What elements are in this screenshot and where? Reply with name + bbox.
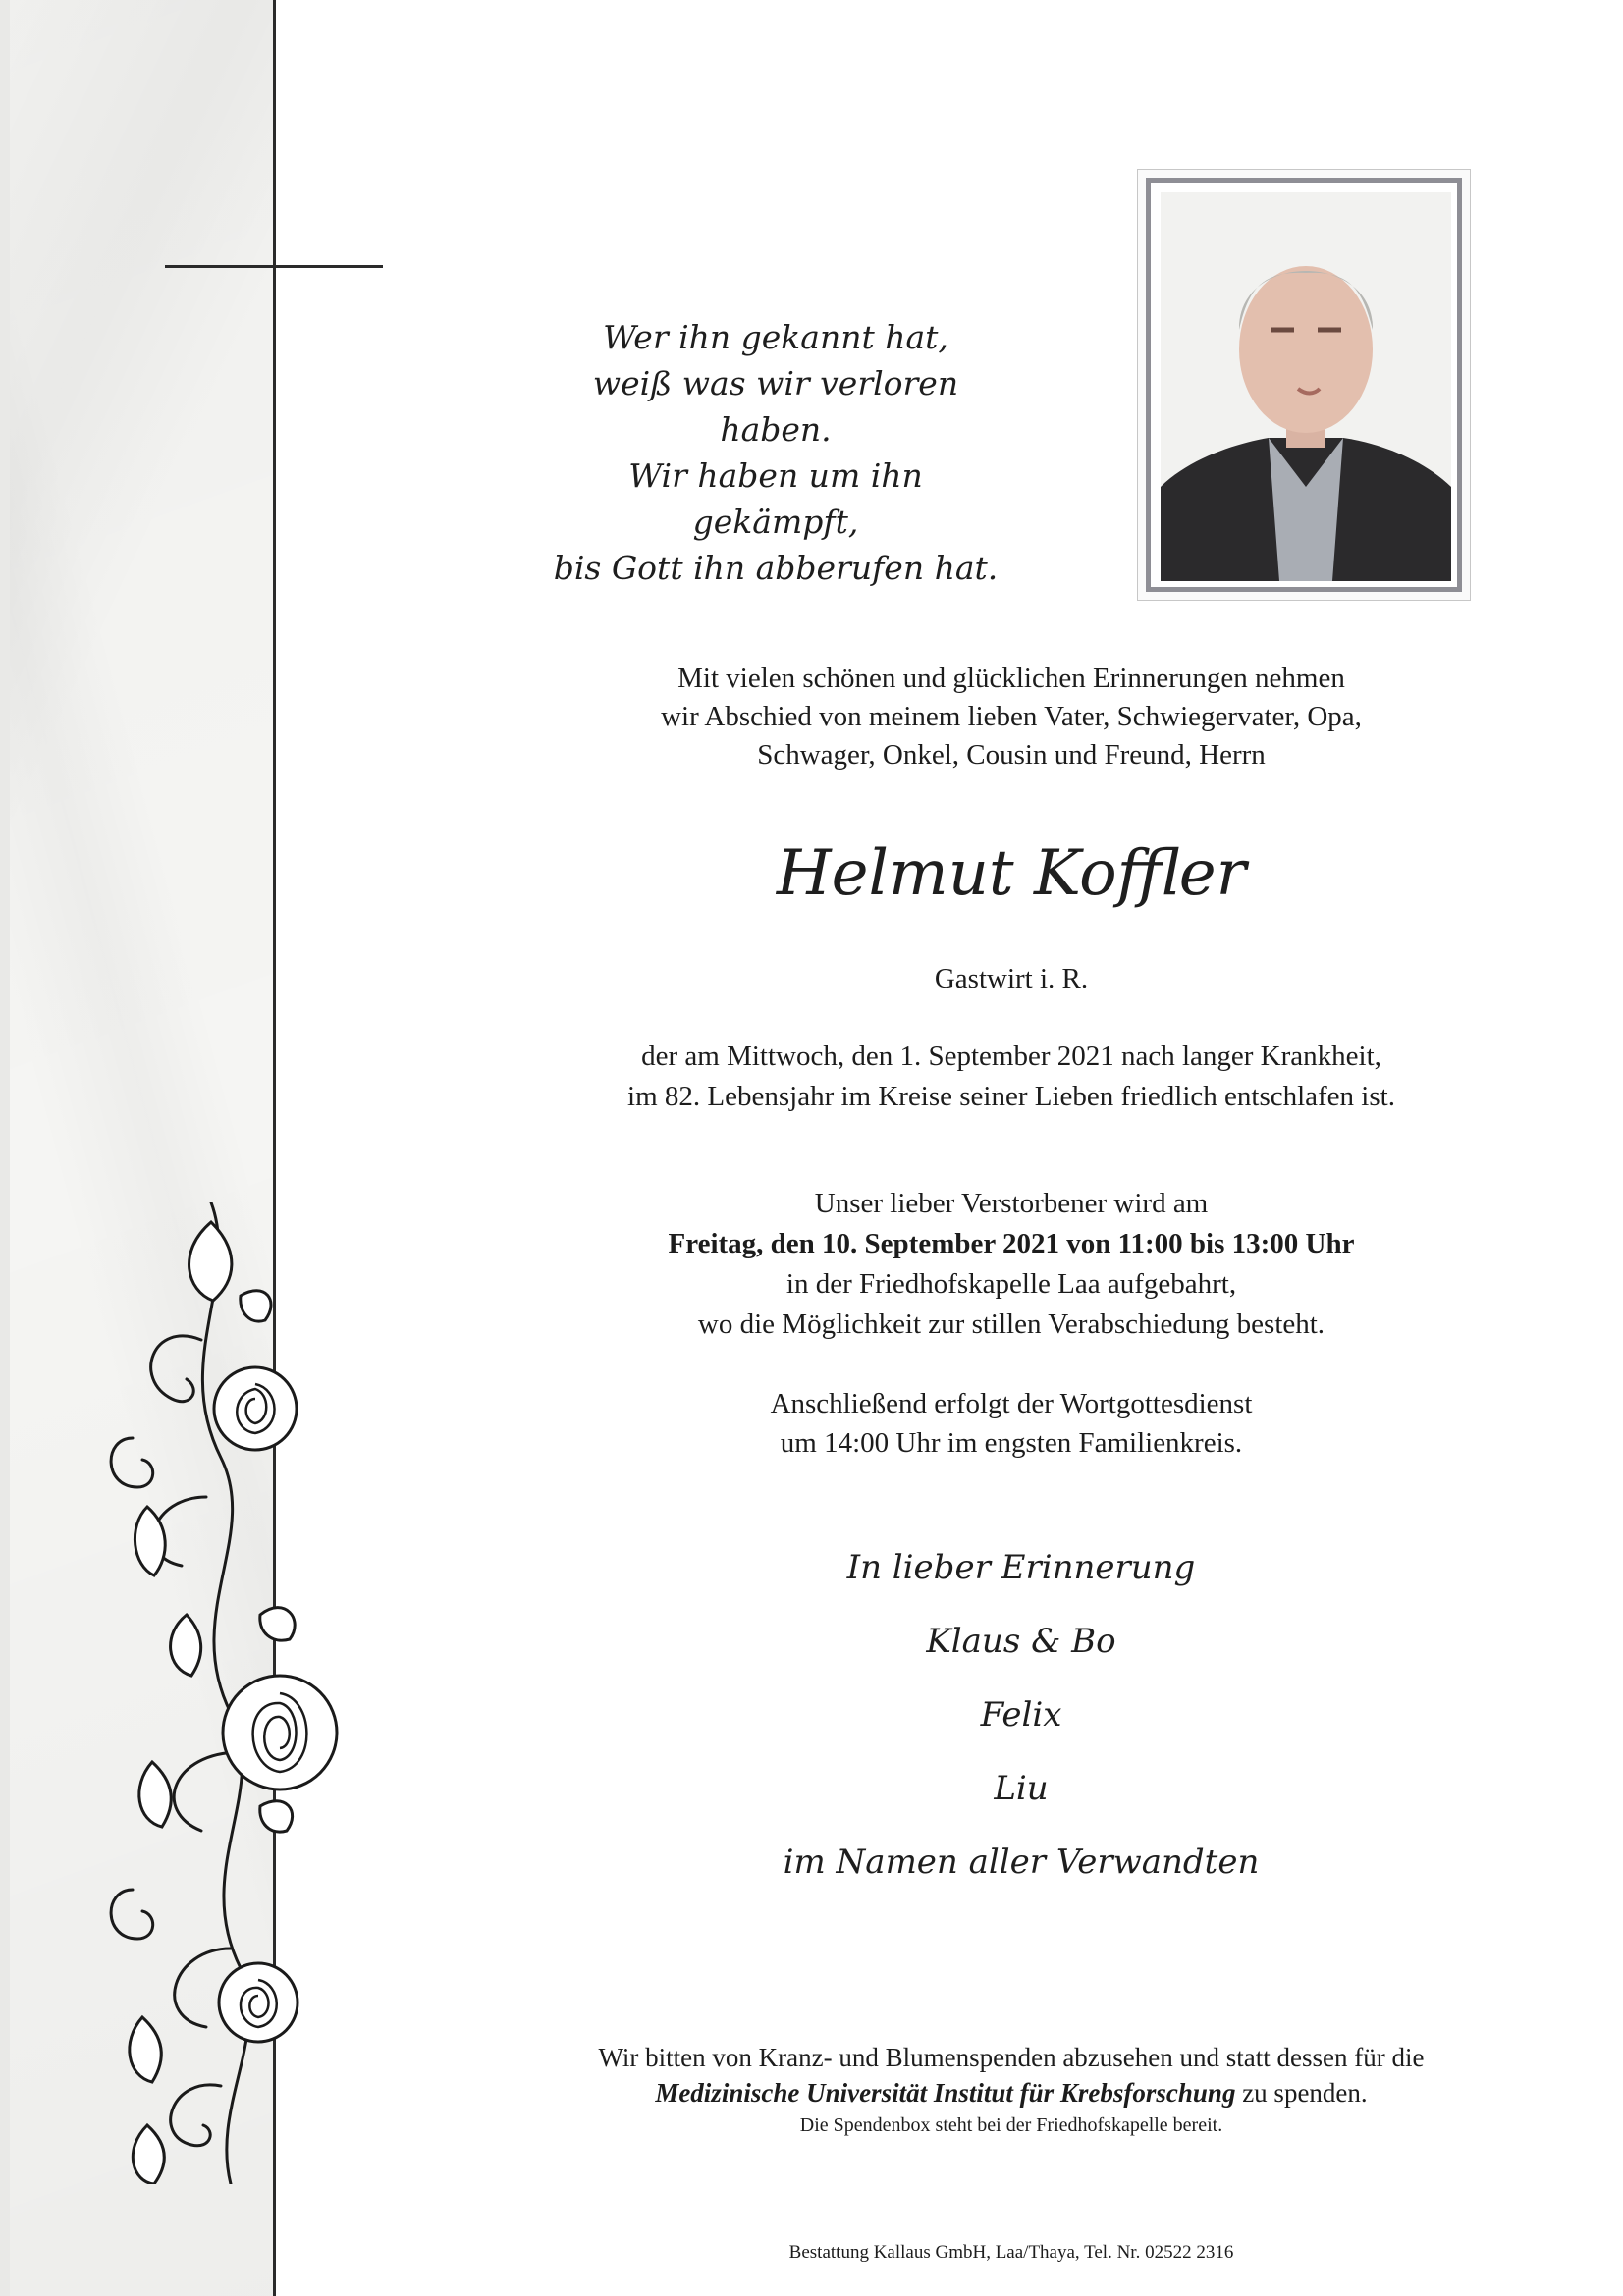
visitation-line: wo die Möglichkeit zur stillen Verabschiedung besteht. [697,1308,1325,1340]
memorial-poem [550,314,1001,591]
rose-ornament [93,1202,368,2184]
death-notice [550,1037,1473,1117]
visitation-date-time: Freitag, den 10. September 2021 von 11:00 bis 13:00 Uhr [668,1228,1355,1259]
visitation-info [569,1184,1453,1345]
poem-line: bis Gott ihn abberufen hat. [553,549,999,587]
poem-line: Wer ihn gekannt hat, [603,318,948,356]
donation-institution: Medizinische Universität Institut für Krebsforschung [655,2078,1236,2108]
visitation-line: Unser lieber Verstorbener wird am [814,1188,1209,1219]
donation-line-2 [511,2075,1512,2110]
page-edge [0,0,10,2296]
family-line: In lieber Erinnerung [846,1548,1196,1587]
family-line: im Namen aller Verwandten [783,1842,1260,1882]
death-notice-line: der am Mittwoch, den 1. September 2021 nach langer Krankheit, [641,1041,1381,1072]
service-line: um 14:00 Uhr im engsten Familienkreis. [780,1427,1243,1459]
death-notice-line: im 82. Lebensjahr im Kreise seiner Lieben friedlich entschlafen ist. [627,1081,1395,1112]
donation-note: Die Spendenbox steht bei der Friedhofskapelle bereit. [799,2114,1223,2136]
visitation-line: in der Friedhofskapelle Laa aufgebahrt, [785,1268,1237,1300]
intro-text [569,660,1453,774]
poem-line: weiß was wir verloren haben. [592,364,959,449]
portrait-mat [1146,178,1462,592]
service-line: Anschließend erfolgt der Wortgottesdienst [770,1388,1253,1419]
portrait-frame [1137,169,1471,601]
deceased-title: Gastwirt i. R. [934,963,1089,994]
portrait-photo [1161,192,1451,581]
family-line: Klaus & Bo [926,1622,1116,1661]
deceased-name: Helmut Koffler [776,837,1247,910]
intro-line: wir Abschied von meinem lieben Vater, Schwiegervater, Opa, [661,701,1362,732]
poem-line: Wir haben um ihn gekämpft, [628,456,923,541]
intro-line: Mit vielen schönen und glücklichen Erinnerungen nehmen [677,663,1345,694]
funeral-home-footer: Bestattung Kallaus GmbH, Laa/Thaya, Tel. Nr. 02522 2316 [788,2242,1234,2263]
donation-request [511,2040,1512,2140]
cross-horizontal-line [165,265,383,268]
family-line: Felix [980,1695,1062,1735]
donation-suffix: zu spenden. [1235,2078,1368,2108]
family-line: Liu [994,1769,1049,1808]
family-signature [717,1531,1325,1899]
intro-line: Schwager, Onkel, Cousin und Freund, Herrn [757,739,1266,771]
service-info [569,1384,1453,1463]
donation-line: Wir bitten von Kranz- und Blumenspenden abzusehen und statt dessen für die [598,2043,1425,2072]
